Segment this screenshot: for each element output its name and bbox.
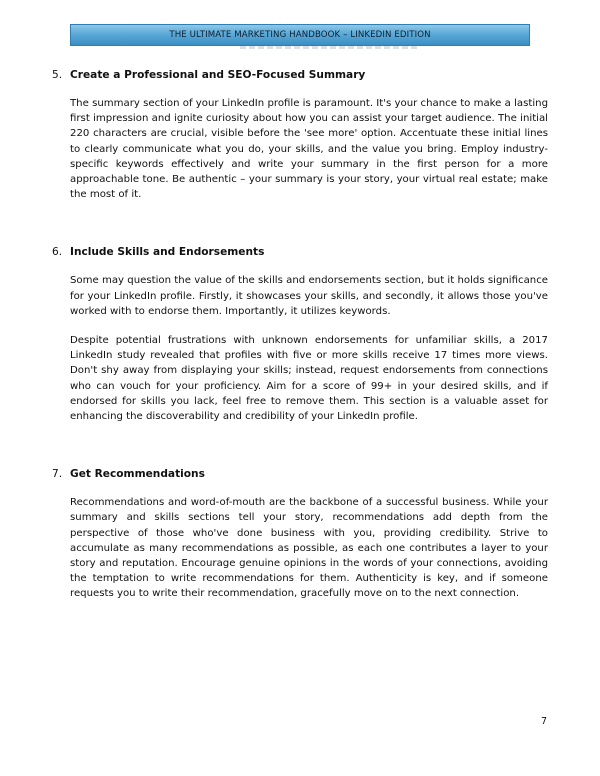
page-number: 7 bbox=[540, 716, 547, 727]
section-body bbox=[70, 96, 548, 202]
paragraph: Despite potential frustrations with unknown endorsements for unfamiliar skills, a 2017 LinkedIn study revealed that profiles with five or more skills receive 17 times more views. Don't shy away from displaying your skills; instead, request endorsements from connections who can vouch for your proficiency. Aim for a score of 99+ in your desired skills, and if endorsed for skills you lack, feel free to remove them. This section is a valuable asset for enhancing the discoverability and credibility of your LinkedIn profile. bbox=[70, 335, 548, 423]
section-5 bbox=[52, 68, 548, 202]
section-heading bbox=[52, 467, 548, 482]
header-banner bbox=[70, 24, 530, 46]
section-title: Include Skills and Endorsements bbox=[70, 246, 265, 259]
page-content bbox=[52, 68, 548, 602]
header-title: THE ULTIMATE MARKETING HANDBOOK – LINKEDIN EDITION bbox=[169, 30, 431, 40]
paragraph: Some may question the value of the skills and endorsements section, but it holds significance for your LinkedIn profile. Firstly, it showcases your skills, and secondly, it allows those you've worked with to endorse them. Importantly, it utilizes keywords. bbox=[70, 275, 548, 317]
section-body bbox=[70, 273, 548, 424]
section-number: 7. bbox=[52, 468, 63, 481]
section-6 bbox=[52, 245, 548, 424]
section-heading bbox=[52, 68, 548, 83]
section-body bbox=[70, 495, 548, 601]
paragraph: The summary section of your LinkedIn profile is paramount. It's your chance to make a lasting first impression and ignite curiosity about how you can assist your target audience. The initial 220 characters are crucial, visible before the 'see more' option. Accentuate these initial lines to clearly communicate what you do, your skills, and the value you bring. Employ industry-specific keywords effectively and write your summary in the first person for a more approachable tone. Be authentic – your summary is your story, your virtual real estate; make the most of it. bbox=[70, 98, 548, 201]
section-7 bbox=[52, 467, 548, 601]
section-title: Get Recommendations bbox=[70, 468, 205, 481]
section-number: 6. bbox=[52, 246, 63, 259]
section-number: 5. bbox=[52, 69, 63, 81]
header-shadow-decoration bbox=[240, 46, 420, 49]
section-title: Create a Professional and SEO-Focused Summary bbox=[70, 69, 366, 81]
paragraph: Recommendations and word-of-mouth are the backbone of a successful business. While your summary and skills sections tell your story, recommendations add depth from the perspective of those who've done business with you, providing credibility. Strive to accumulate as many recommendations as possible, as each one contributes a layer to your story and reputation. Encourage genuine opinions in the words of your connections, avoiding the temptation to write recommendations for them. Authenticity is key, and if someone requests you to write their recommendation, gracefully move on to the next connection. bbox=[70, 497, 548, 600]
section-heading bbox=[52, 245, 548, 260]
